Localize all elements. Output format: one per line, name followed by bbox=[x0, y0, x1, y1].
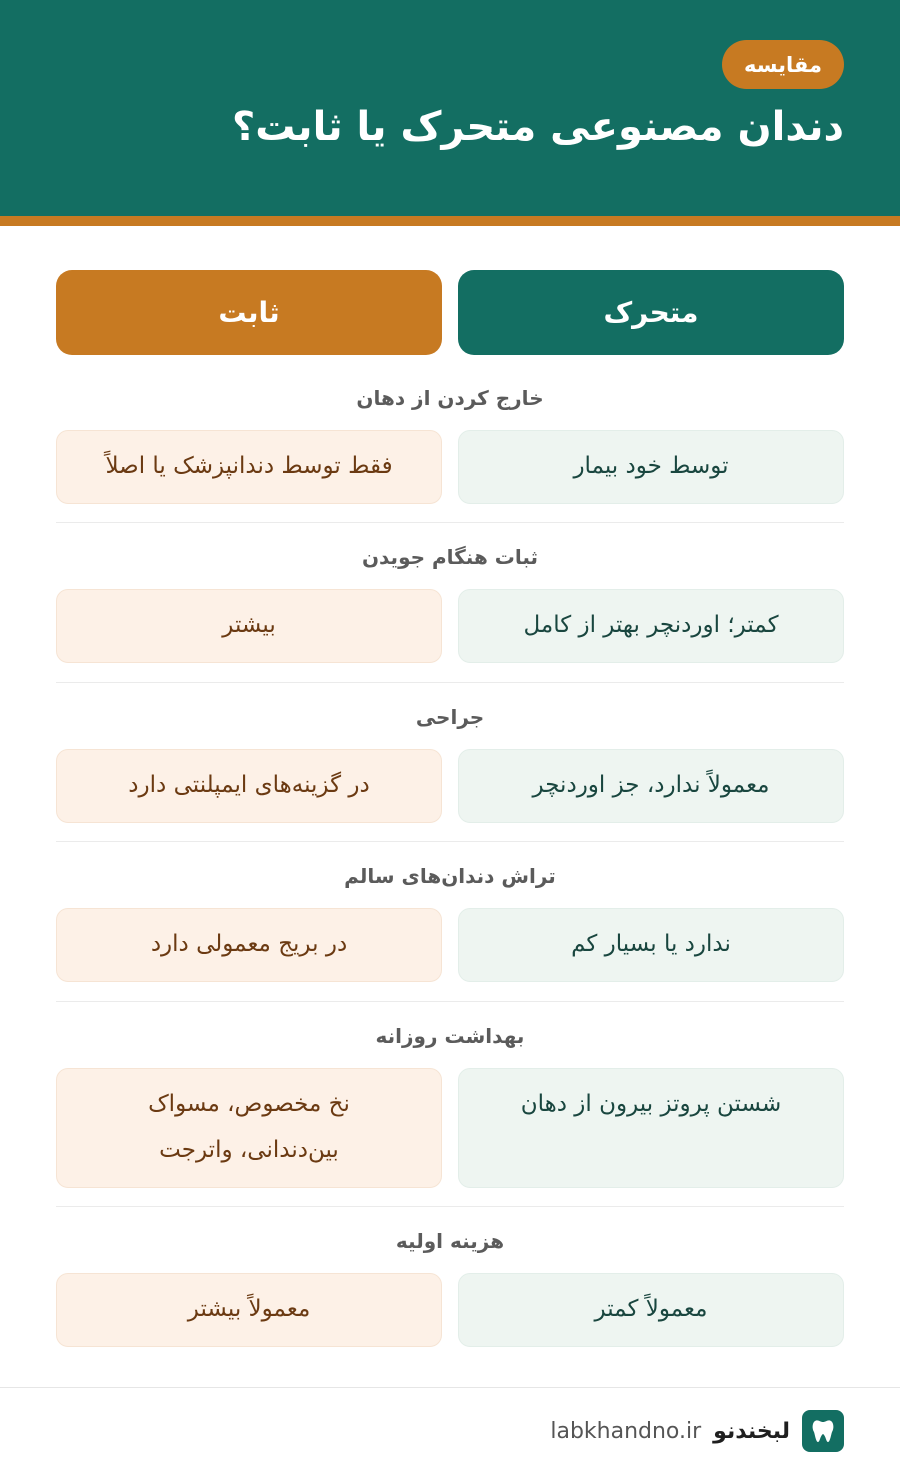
cell-fixed: معمولاً بیشتر bbox=[56, 1273, 442, 1347]
row-divider bbox=[56, 1001, 844, 1002]
footer-divider bbox=[0, 1387, 900, 1388]
cell-fixed: بیشتر bbox=[56, 589, 442, 663]
brand-name: لبخندنو bbox=[713, 1418, 790, 1444]
row-label: ثبات هنگام جویدن bbox=[361, 545, 539, 569]
cell-movable: ندارد یا بسیار کم bbox=[458, 908, 844, 982]
cell-fixed: در بریج معمولی دارد bbox=[56, 908, 442, 982]
cell-movable: شستن پروتز بیرون از دهان bbox=[458, 1068, 844, 1188]
cell-fixed: نخ مخصوص، مسواک بین‌دندانی، واترجت bbox=[56, 1068, 442, 1188]
cell-movable: معمولاً ندارد، جز اوردنچر bbox=[458, 749, 844, 823]
column-header-movable: متحرک bbox=[458, 270, 844, 355]
row-divider bbox=[56, 841, 844, 842]
row-label: بهداشت روزانه bbox=[375, 1024, 525, 1048]
row-label: جراحی bbox=[415, 705, 485, 729]
tooth-icon bbox=[802, 1410, 844, 1452]
footer bbox=[550, 1410, 844, 1452]
cell-movable: معمولاً کمتر bbox=[458, 1273, 844, 1347]
cell-movable: کمتر؛ اوردنچر بهتر از کامل bbox=[458, 589, 844, 663]
category-badge: مقایسه bbox=[722, 40, 844, 89]
cell-fixed: در گزینه‌های ایمپلنتی دارد bbox=[56, 749, 442, 823]
page-title: دندان مصنوعی متحرک یا ثابت؟ bbox=[232, 104, 844, 150]
column-header-fixed: ثابت bbox=[56, 270, 442, 355]
row-label: هزینه اولیه bbox=[395, 1229, 505, 1253]
header-stripe bbox=[0, 216, 900, 226]
row-divider bbox=[56, 522, 844, 523]
row-divider bbox=[56, 1206, 844, 1207]
cell-movable: توسط خود بیمار bbox=[458, 430, 844, 504]
row-divider bbox=[56, 682, 844, 683]
row-label: خارج کردن از دهان bbox=[356, 386, 544, 410]
website-domain[interactable]: labkhandno.ir bbox=[550, 1418, 702, 1444]
row-label: تراش دندان‌های سالم bbox=[344, 864, 556, 888]
cell-fixed: فقط توسط دندانپزشک یا اصلاً bbox=[56, 430, 442, 504]
